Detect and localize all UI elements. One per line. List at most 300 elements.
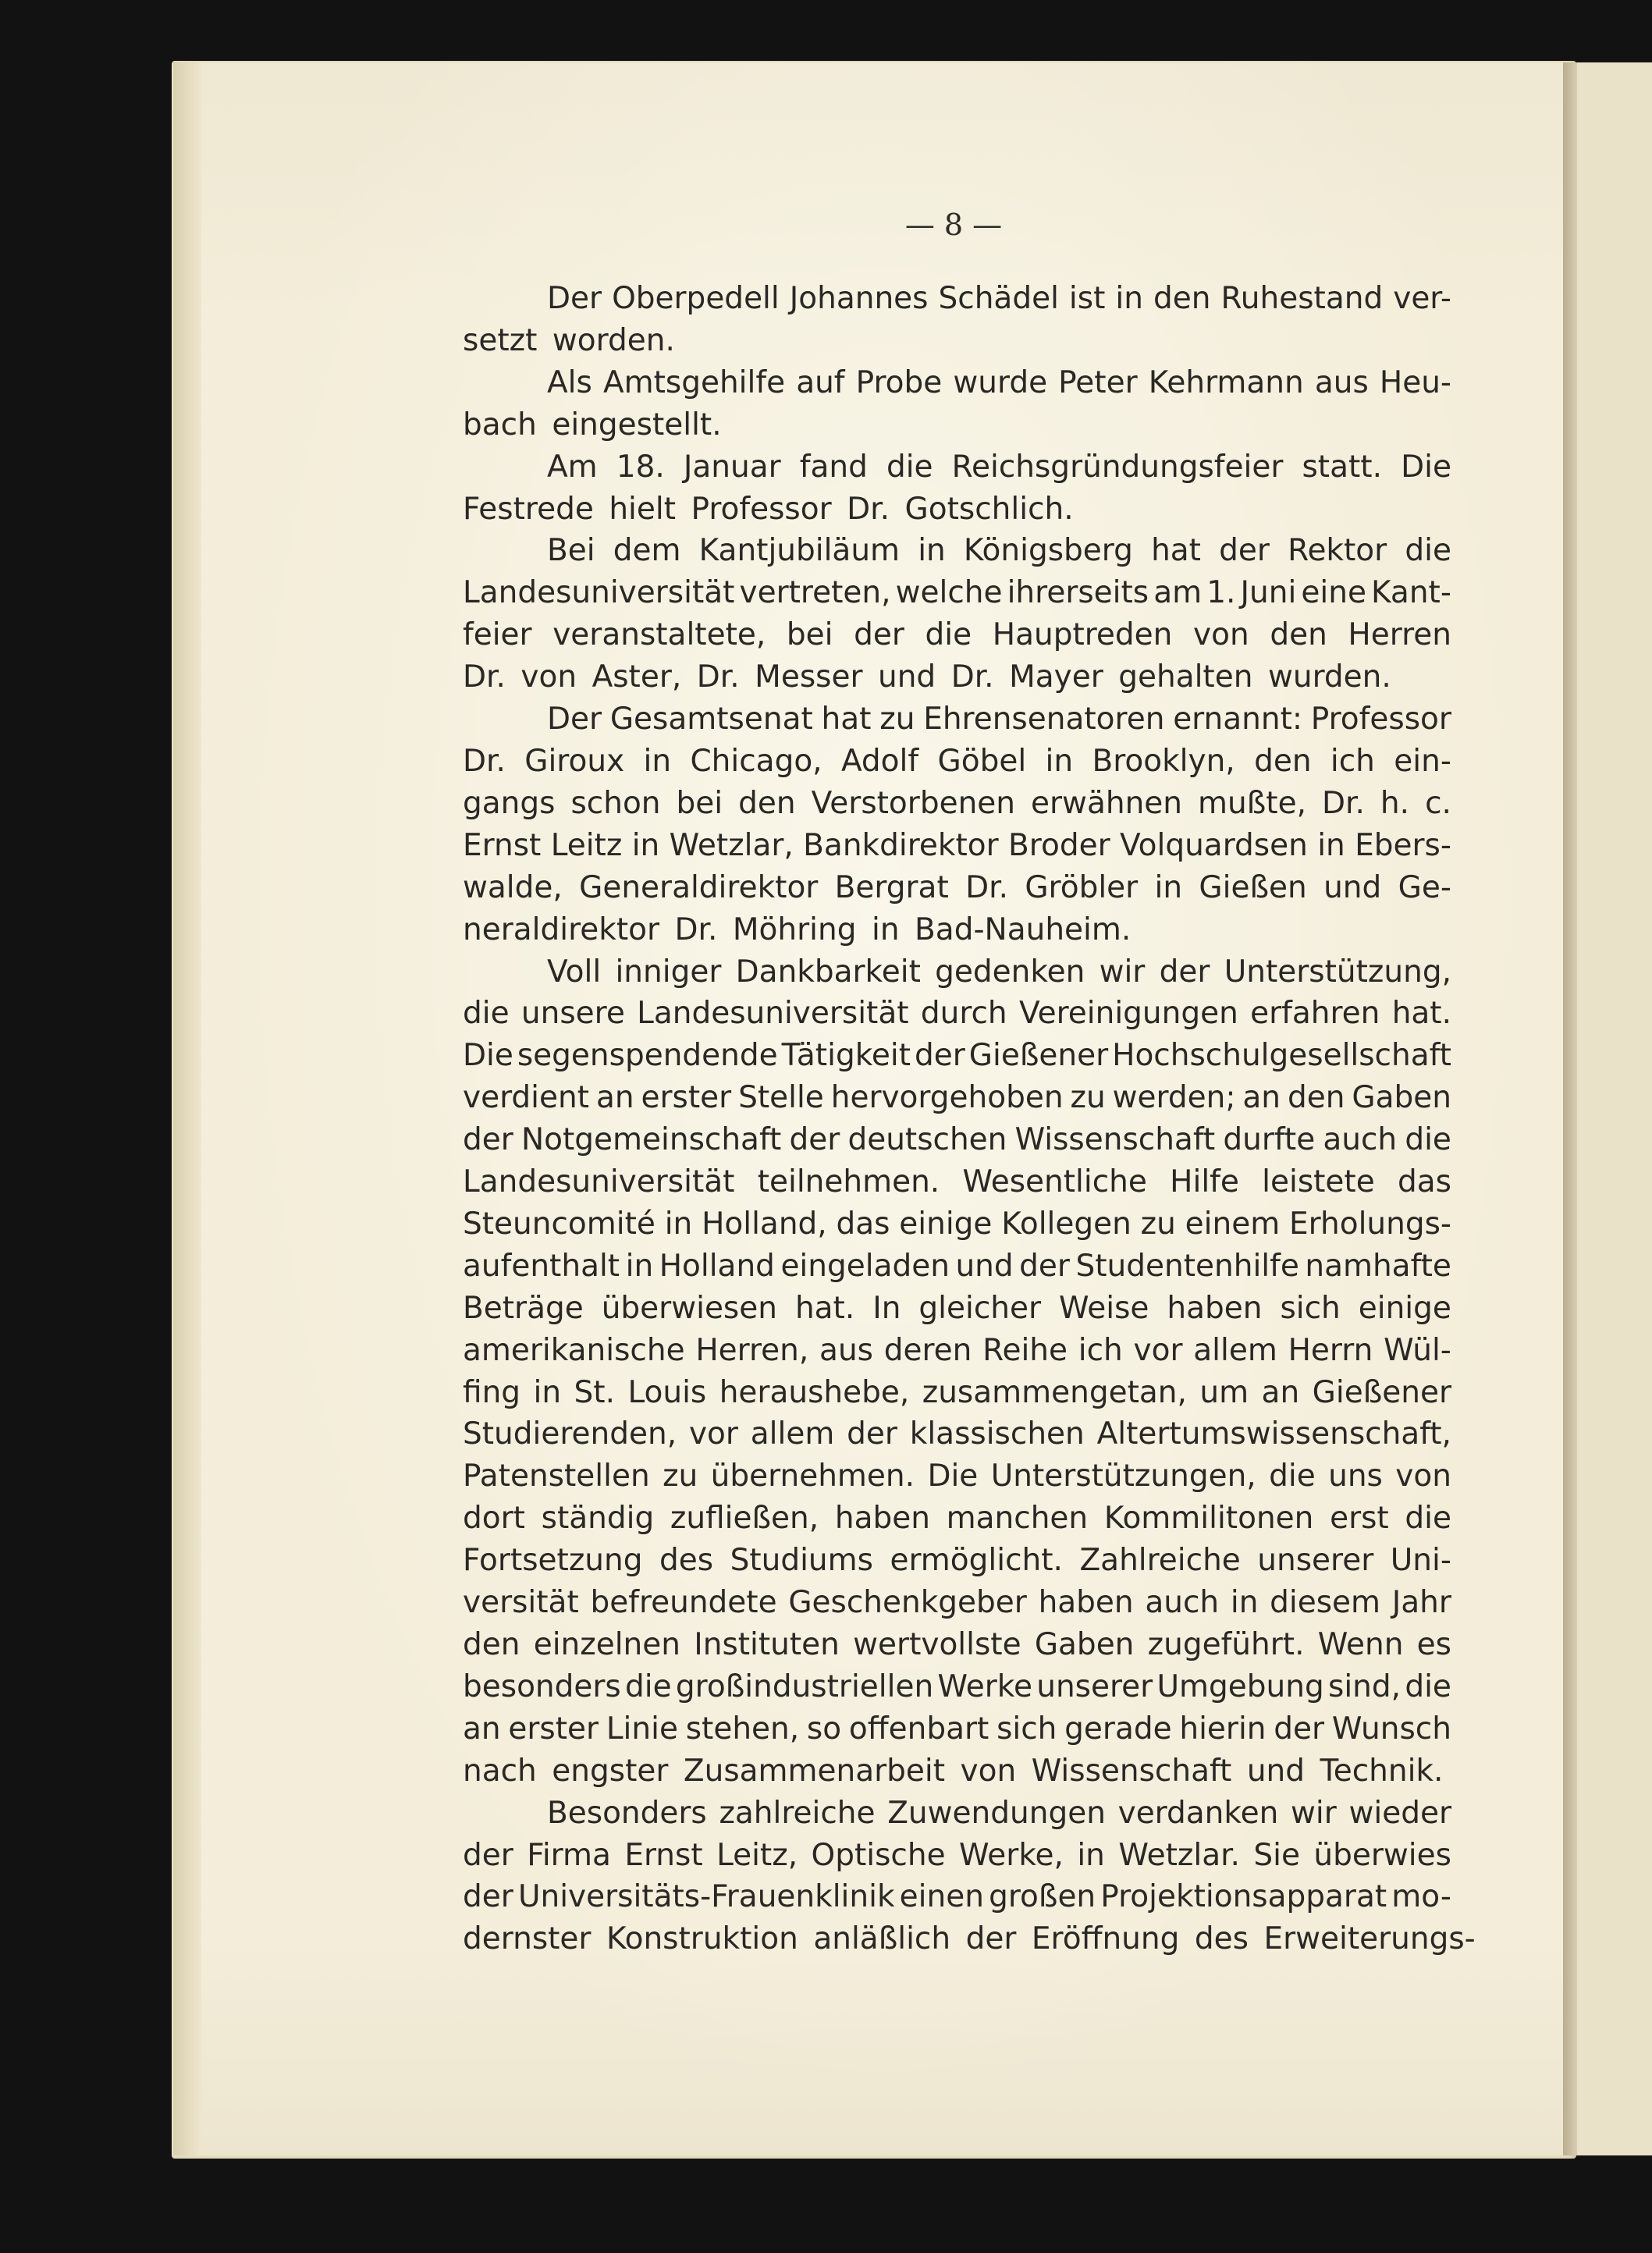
word: ein- [1394,743,1451,779]
word: Zahlreiche [1079,1543,1241,1579]
word: der [1159,954,1210,990]
word: neraldirektor [463,912,660,947]
word: Wunsch [1331,1711,1451,1747]
word: zugeführt. [1147,1627,1305,1662]
word: zu [663,1459,698,1494]
word: Giroux [524,743,625,779]
text-line [463,1793,1451,1835]
word: Holland, [702,1206,827,1242]
word: Tätigkeit [781,1038,911,1074]
word: Broder [1008,827,1110,863]
word: Linie [606,1711,678,1747]
word: vertreten, [739,575,891,611]
word: Bad-Nauheim. [915,912,1132,947]
word: in [1230,1585,1259,1621]
word: den [1270,617,1327,653]
word: es [1416,1627,1451,1662]
word: allem [750,1416,835,1452]
word: eingestellt. [552,407,722,442]
text-line [463,741,1451,783]
text-line [463,1161,1451,1203]
word: dort [463,1501,525,1537]
word: haben [1038,1585,1134,1621]
word: Johannes [789,281,929,316]
word: hat. [794,1290,855,1326]
text-line [463,1582,1451,1624]
word: das [836,1206,890,1242]
word: Wissenschaft [1014,1122,1216,1158]
word: Dr. [847,491,890,527]
word: amerikanische [463,1332,685,1368]
word: der [1019,1248,1070,1284]
word: zufließen, [670,1501,819,1537]
word: Juni [1240,575,1297,611]
word: Reichsgründungsfeier [951,449,1284,485]
word: in [664,1206,693,1242]
word: ernannt: [1173,702,1303,737]
text-line [463,362,1451,404]
word: Herrn [1288,1332,1373,1368]
word: unserer [1257,1543,1374,1579]
word: aus [819,1332,873,1368]
word: eingeladen [780,1248,950,1284]
text-line [463,1330,1451,1372]
word: versität [463,1585,579,1621]
text-line [463,320,1451,362]
word: Optische [811,1837,946,1873]
word: Landesuniversität [463,575,735,611]
text-line [463,1835,1451,1877]
word: Kommilitonen [1103,1501,1314,1537]
word: die [1405,1668,1451,1704]
word: wir [1099,954,1146,990]
paragraph [463,278,1451,362]
paragraph [463,951,1451,1793]
word: Probe [855,364,943,400]
word: an [1261,1374,1300,1410]
word: Dr. [950,659,994,695]
word: verdient [463,1080,590,1116]
text-line [463,1666,1451,1708]
word: befreundete [590,1585,777,1621]
word: in [1154,869,1183,905]
word: die [1269,1459,1316,1494]
text-line [463,1498,1451,1540]
word: mo- [1391,1879,1451,1915]
word: an [463,1711,501,1747]
word: Chicago, [690,743,822,779]
word: Gießener [1312,1374,1451,1410]
word: Verstorbenen [811,785,1016,821]
word: Königsberg [963,533,1133,569]
word: Dr. [1322,785,1365,821]
paragraph [463,446,1451,531]
word: wurden. [1267,659,1391,695]
word: Erweiterungs- [1263,1921,1476,1957]
word: welche [895,575,1003,611]
text-line [463,489,1451,531]
word: Heu- [1379,364,1451,400]
word: St. [574,1374,615,1410]
word: Umgebung [1156,1668,1324,1704]
word: Louis [627,1374,707,1410]
word: sich [1280,1290,1341,1326]
word: Leitz, [716,1837,798,1873]
word: Werke, [959,1837,1064,1873]
word: auch [1145,1585,1220,1621]
word: Ebers- [1355,827,1451,863]
word: Ge- [1398,869,1451,905]
word: Volquardsen [1119,827,1308,863]
word: leistete [1262,1164,1375,1200]
word: verdanken [1117,1795,1279,1831]
word: an [595,1080,634,1116]
word: diesem [1270,1585,1381,1621]
text-line [463,1750,1451,1793]
text-line [463,1455,1451,1498]
word: erster [641,1080,732,1116]
word: Bergrat [834,869,949,905]
word: Herren [1348,617,1451,653]
word: uns [1328,1459,1383,1494]
word: Instituten [694,1627,840,1662]
word: das [1397,1164,1451,1200]
word: großen [989,1879,1096,1915]
word: Dankbarkeit [735,954,921,990]
word: in [643,743,672,779]
word: Dr. [696,659,740,695]
word: aufenthalt [463,1248,620,1284]
word: der [847,1416,897,1452]
word: vor [1133,1332,1183,1368]
word: segenspendende [517,1038,778,1074]
word: Vereinigungen [1018,996,1238,1032]
word: Sie [1253,1837,1300,1873]
word: Gotschlich. [904,491,1074,527]
word: erster [508,1711,599,1747]
word: Firma [527,1837,611,1873]
text-line [463,783,1451,825]
word: ständig [541,1501,655,1537]
word: Der [547,281,602,316]
word: einen [899,1879,984,1915]
word: Gaben [1352,1080,1451,1116]
word: bach [463,407,537,442]
word: Dr. [463,743,506,779]
word: Der [547,702,602,737]
word: der [1219,533,1270,569]
word: wieder [1348,1795,1451,1831]
word: Weise [1059,1290,1149,1326]
word: von [1193,617,1249,653]
word: Wissenschaft [1031,1753,1232,1789]
word: Universitäts-Frauenklinik [517,1879,895,1915]
word: ermöglicht. [890,1543,1063,1579]
paragraph [463,1793,1476,1961]
word: Eröffnung [1031,1921,1180,1957]
word: 1. [1206,575,1236,611]
word: Generaldirektor [579,869,819,905]
word: von [1395,1459,1451,1494]
text-line [463,993,1451,1035]
text-line [463,1203,1451,1246]
word: und [955,1248,1014,1284]
word: hat [821,702,872,737]
word: h. [1380,785,1410,821]
word: Rektor [1288,533,1387,569]
text-line [463,1918,1476,1960]
word: Mayer [1009,659,1103,695]
word: deren [883,1332,972,1368]
word: Die [1401,449,1451,485]
text-line [463,530,1451,572]
word: Wetzlar. [1118,1837,1240,1873]
word: Messer [755,659,863,695]
word: Landesuniversität [463,1164,735,1200]
word: schon [570,785,661,821]
word: bei [676,785,723,821]
word: Wetzlar, [669,827,794,863]
text-line [463,1372,1451,1414]
paragraph [463,698,1451,951]
word: Die [463,1038,513,1074]
word: Die [927,1459,979,1494]
word: namhafte [1305,1248,1451,1284]
word: der [463,1837,513,1873]
word: Kantjubiläum [698,533,901,569]
word: die [1405,1501,1451,1537]
word: feier [463,617,532,653]
word: die [625,1668,672,1704]
word: fing [463,1374,521,1410]
word: Unterstützung, [1224,954,1451,990]
word: setzt [463,322,538,358]
word: und [1246,1753,1306,1789]
word: Professor [1310,702,1451,737]
text-line [463,614,1451,656]
word: durch [920,996,1007,1032]
word: Oberpedell [612,281,780,316]
text-line [463,1119,1451,1161]
word: einige [899,1206,993,1242]
word: am [1153,575,1203,611]
opposite-page-edge [1577,62,1652,2155]
word: Gaben [1034,1627,1135,1662]
word: die [925,617,972,653]
word: auch [1323,1122,1398,1158]
word: stehen, [685,1711,800,1747]
word: den [1287,1080,1345,1116]
word: Am [547,449,598,485]
word: erfahren [1250,996,1380,1032]
word: großindustriellen [675,1668,934,1704]
text-line [463,1035,1451,1077]
word: Kehrmann [1148,364,1304,400]
word: Geschenkgeber [788,1585,1027,1621]
word: des [659,1543,714,1579]
word: aus [1314,364,1369,400]
word: zu [1140,1206,1176,1242]
word: mußte, [1198,785,1306,821]
word: unserer [1036,1668,1153,1704]
word: die [886,449,933,485]
word: Bei [547,533,595,569]
word: Studiums [730,1543,873,1579]
word: Hilfe [1170,1164,1239,1200]
word: den [1153,281,1211,316]
word: Studierenden, [463,1416,677,1452]
text-line [463,656,1451,698]
word: hervorgehoben [830,1080,1064,1116]
word: und [1323,869,1382,905]
word: vor [688,1416,738,1452]
word: der [463,1122,513,1158]
word: wurde [953,364,1048,400]
word: eine [1301,575,1366,611]
word: Besonders [547,1795,707,1831]
text-line [463,1246,1451,1288]
paragraph [463,530,1451,698]
word: hat [1151,533,1201,569]
word: Notgemeinschaft [520,1122,782,1158]
word: zahlreiche [719,1795,876,1831]
word: zu [1070,1080,1106,1116]
word: überwiesen [601,1290,777,1326]
word: Stelle [738,1080,824,1116]
word: die [1405,1122,1451,1158]
word: Als [547,364,592,400]
text-line [463,278,1451,320]
word: Göbel [937,743,1027,779]
word: durfte [1223,1122,1316,1158]
word: Leitz [550,827,623,863]
word: Gröbler [1025,869,1139,905]
text-line [463,1540,1451,1582]
word: Reihe [982,1332,1068,1368]
word: hierin [1179,1711,1267,1747]
word: der [854,617,904,653]
word: an [1242,1080,1281,1116]
word: Kant- [1371,575,1451,611]
word: sich [997,1711,1057,1747]
word: in [871,912,900,947]
word: ver- [1393,281,1451,316]
word: Herren, [695,1332,809,1368]
word: c. [1425,785,1451,821]
word: inniger [615,954,722,990]
word: Gesamtsenat [609,702,813,737]
word: überwies [1313,1837,1451,1873]
word: Brooklyn, [1092,743,1235,779]
word: anläßlich [813,1921,951,1957]
word: wertvollste [853,1627,1021,1662]
word: Erholungs- [1289,1206,1451,1242]
text-line [463,1708,1451,1750]
word: klassischen [909,1416,1085,1452]
word: dernster [463,1921,592,1957]
word: der [965,1921,1017,1957]
word: teilnehmen. [757,1164,940,1200]
text-line [463,825,1451,867]
word: deutschen [847,1122,1007,1158]
word: um [1199,1374,1249,1410]
word: haben [834,1501,930,1537]
word: besonders [463,1668,621,1704]
text-line [463,867,1451,909]
text-line [463,951,1451,993]
paragraph [463,362,1451,446]
word: Wül- [1384,1332,1451,1368]
word: offenbart [848,1711,989,1747]
word: Dr. [674,912,718,947]
word: zu [879,702,915,737]
word: Uni- [1390,1543,1451,1579]
word: unsere [520,996,625,1032]
word: in [918,533,946,569]
word: so [806,1711,842,1747]
word: engster [552,1753,669,1789]
word: worden. [552,322,675,358]
word: Beträge [463,1290,584,1326]
word: ihrerseits [1007,575,1149,611]
word: Peter [1058,364,1138,400]
word: nach [463,1753,537,1789]
word: sind, [1328,1668,1402,1704]
word: Januar [683,449,781,485]
word: in [631,827,660,863]
word: erwähnen [1031,785,1183,821]
word: Ernst [463,827,542,863]
word: hat. [1391,996,1451,1032]
word: gerade [1064,1711,1172,1747]
word: Projektionsapparat [1100,1879,1387,1915]
word: in [1317,827,1345,863]
word: Werke [937,1668,1032,1704]
word: werden; [1112,1080,1236,1116]
word: Gießen [1199,869,1307,905]
word: bei [786,617,833,653]
word: Adolf [840,743,919,779]
word: Hochschulgesellschaft [1112,1038,1451,1074]
word: die [1405,533,1451,569]
word: allem [1193,1332,1277,1368]
text-line [463,1077,1451,1119]
word: Technik. [1320,1753,1444,1789]
word: Zusammenarbeit [683,1753,946,1789]
word: Fortsetzung [463,1543,643,1579]
word: Dr. [463,659,506,695]
word: ich [1078,1332,1123,1368]
word: manchen [946,1501,1089,1537]
word: fand [799,449,868,485]
word: Schädel [938,281,1059,316]
word: den [1254,743,1312,779]
word: gehalten [1118,659,1253,695]
text-line [463,572,1451,614]
word: einem [1185,1206,1281,1242]
word: Gießener [968,1038,1109,1074]
word: gangs [463,785,556,821]
text-line [463,698,1451,741]
word: gedenken [935,954,1085,990]
word: Holland [659,1248,775,1284]
text-line [463,446,1451,489]
word: zusammengetan, [922,1374,1187,1410]
word: Bankdirektor [803,827,999,863]
word: Konstruktion [606,1921,798,1957]
word: gleicher [918,1290,1042,1326]
word: Voll [547,954,602,990]
